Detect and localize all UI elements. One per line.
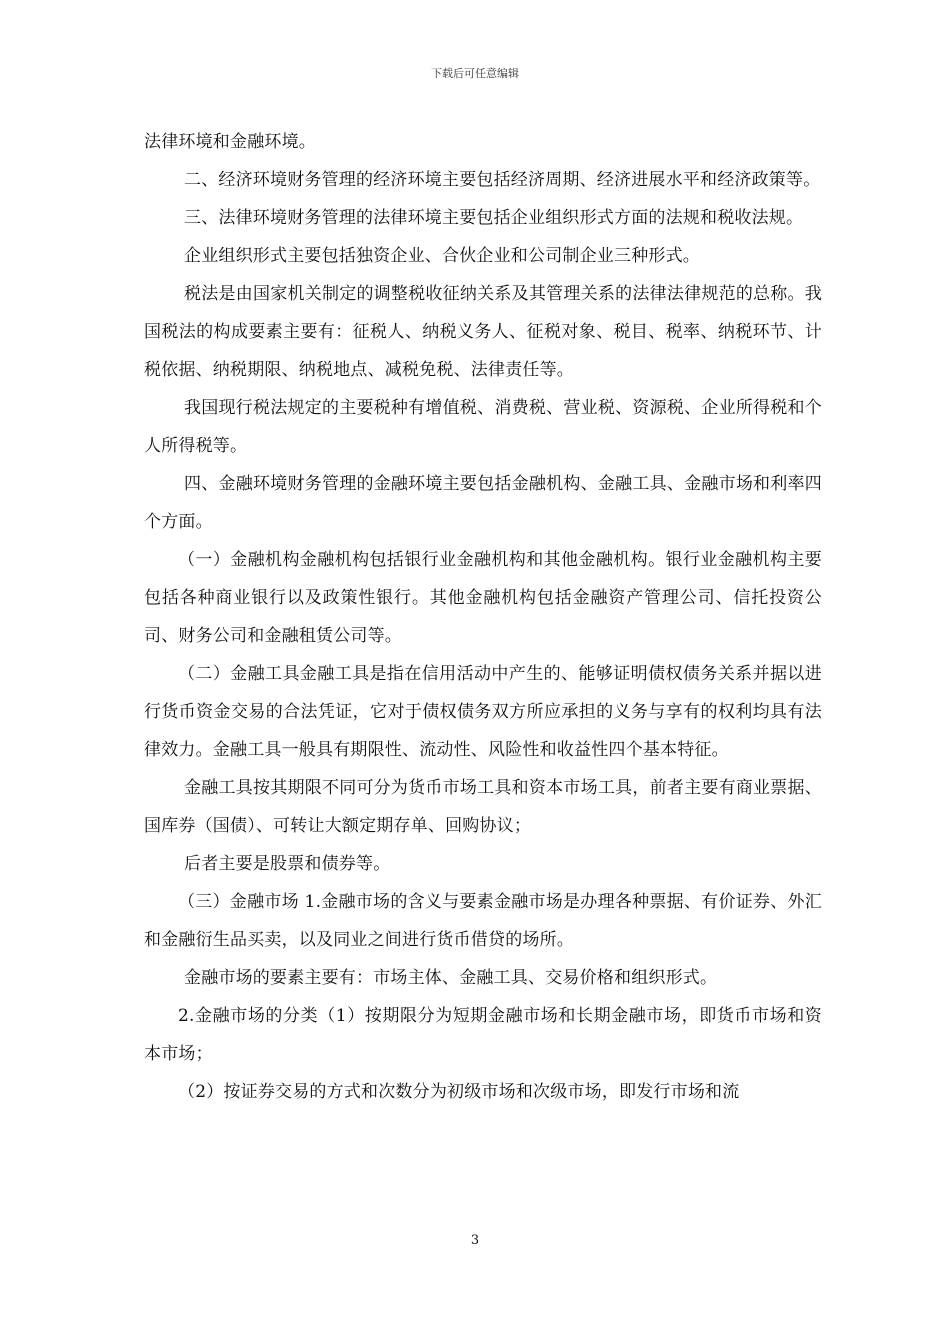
paragraph: 四、金融环境财务管理的金融环境主要包括金融机构、金融工具、金融市场和利率四个方面。 <box>144 474 822 532</box>
paragraph: （三）金融市场 1.金融市场的含义与要素金融市场是办理各种票据、有价证券、外汇和金融衍生品买卖，以及同业之间进行货币借贷的场所。 <box>144 892 822 950</box>
paragraph: 我国现行税法规定的主要税种有增值税、消费税、营业税、资源税、企业所得税和个人所得税等。 <box>144 398 822 456</box>
document-body <box>144 123 822 1111</box>
paragraph: 二、经济环境财务管理的经济环境主要包括经济周期、经济进展水平和经济政策等。 <box>184 170 821 190</box>
page-header: 下载后可任意编辑 <box>431 67 519 80</box>
page-number: 3 <box>470 1233 480 1248</box>
paragraph: 金融市场的要素主要有：市场主体、金融工具、交易价格和组织形式。 <box>184 968 718 988</box>
paragraph: 2.金融市场的分类（1）按期限分为短期金融市场和长期金融市场，即货币市场和资本市场； <box>144 1006 822 1064</box>
paragraph: 法律环境和金融环境。 <box>144 132 316 152</box>
paragraph: （二）金融工具金融工具是指在信用活动中产生的、能够证明债权债务关系并据以进行货币资金交易的合法凭证，它对于债权债务双方所应承担的义务与享有的权利均具有法律效力。金融工具一般具有期限性、流动性、风险性和收益性四个基本特征。 <box>144 664 822 760</box>
paragraph: 税法是由国家机关制定的调整税收征纳关系及其管理关系的法律法律规范的总称。我国税法的构成要素主要有：征税人、纳税义务人、征税对象、税目、税率、纳税环节、计税依据、纳税期限、纳税地点、减税免税、法律责任等。 <box>144 284 822 380</box>
paragraph: 三、法律环境财务管理的法律环境主要包括企业组织形式方面的法规和税收法规。 <box>184 208 804 228</box>
paragraph: 金融工具按其期限不同可分为货币市场工具和资本市场工具，前者主要有商业票据、国库券（国债）、可转让大额定期存单、回购协议； <box>144 778 822 836</box>
paragraph: 企业组织形式主要包括独资企业、合伙企业和公司制企业三种形式。 <box>184 246 700 266</box>
paragraph: 后者主要是股票和债券等。 <box>184 854 391 874</box>
paragraph: （2）按证券交易的方式和次数分为初级市场和次级市场，即发行市场和流 <box>178 1082 740 1102</box>
paragraph: （一）金融机构金融机构包括银行业金融机构和其他金融机构。银行业金融机构主要包括各种商业银行以及政策性银行。其他金融机构包括金融资产管理公司、信托投资公司、财务公司和金融租赁公司等。 <box>144 550 822 646</box>
